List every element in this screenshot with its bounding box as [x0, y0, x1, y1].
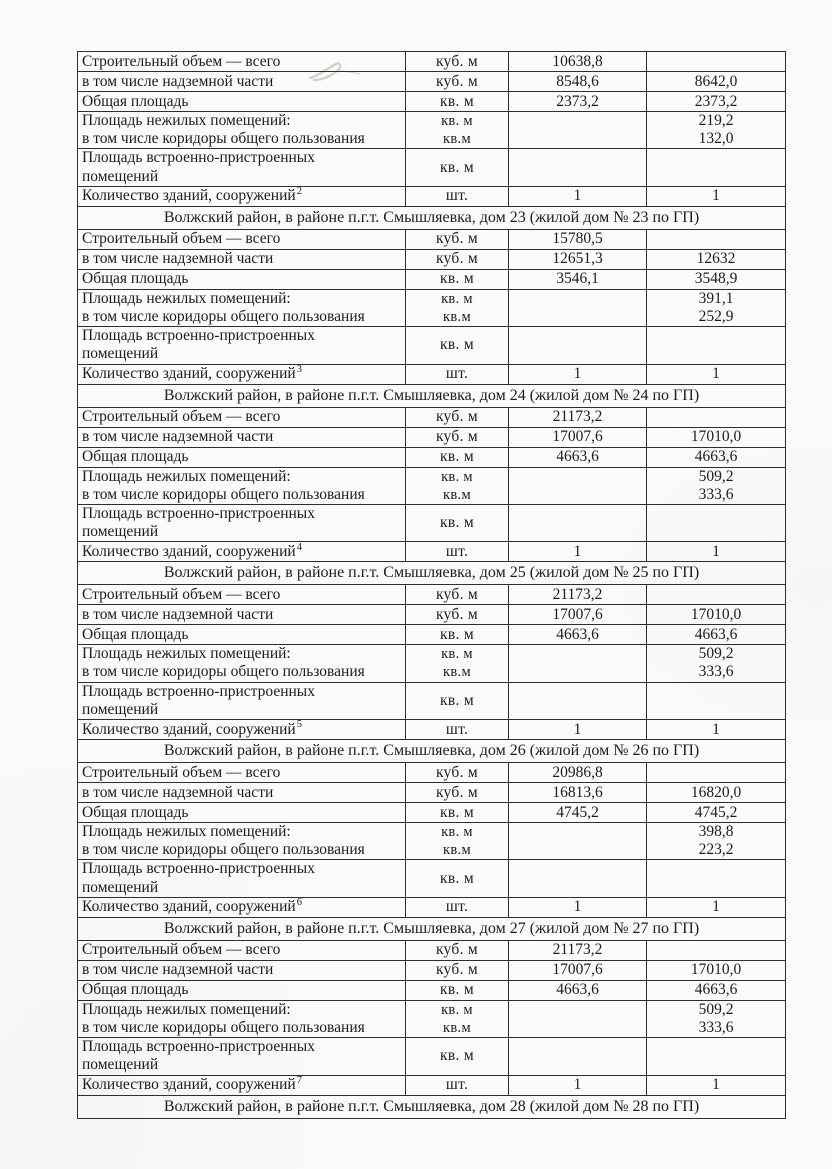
unit-cell: куб. м — [406, 960, 509, 980]
value-cell: 21173,2 — [509, 585, 647, 605]
row-label-line: Площадь встроенно-пристроенных — [82, 860, 315, 878]
value-line — [513, 130, 642, 148]
table-row-non-residential — [78, 1000, 786, 1037]
row-label-text: Количество зданий, сооружений — [82, 1076, 296, 1093]
value-line: 333,6 — [698, 663, 734, 681]
value-cell: 4663,6 — [509, 447, 647, 467]
table-row-buildings-count — [78, 720, 786, 740]
row-label-line: помещений — [82, 1056, 159, 1074]
unit-line: кв.м — [443, 664, 471, 681]
value-line — [513, 823, 642, 841]
unit-cell: шт. — [406, 186, 509, 206]
unit-cell: куб. м — [406, 940, 509, 960]
value-cell: 17010,0 — [647, 427, 786, 447]
value-line — [513, 486, 642, 504]
value-cell — [647, 645, 786, 682]
row-label — [78, 682, 406, 719]
unit-line: кв. м — [441, 646, 473, 663]
unit-cell — [406, 1000, 509, 1037]
value-cell — [647, 407, 786, 427]
value-cell: 1 — [509, 364, 647, 384]
row-label: Общая площадь — [78, 269, 406, 289]
value-cell: 17007,6 — [509, 605, 647, 625]
unit-cell — [406, 645, 509, 682]
table-row-total-area — [78, 625, 786, 645]
row-label — [78, 897, 406, 917]
value-cell — [647, 682, 786, 719]
row-label — [78, 186, 406, 206]
unit-line: кв.м — [443, 131, 471, 148]
row-label: Строительный объем — всего — [78, 763, 406, 783]
value-line — [513, 1019, 642, 1037]
building-block — [78, 384, 786, 562]
value-cell: 21173,2 — [509, 940, 647, 960]
value-cell: 4663,6 — [509, 625, 647, 645]
value-line: 223,2 — [698, 841, 734, 859]
value-cell: 4663,6 — [647, 447, 786, 467]
value-cell — [647, 1000, 786, 1037]
row-label: в том числе надземной части — [78, 960, 406, 980]
row-label: Общая площадь — [78, 625, 406, 645]
table-row-volume-above-ground — [78, 427, 786, 447]
unit-cell: кв. м — [406, 327, 509, 364]
row-label — [78, 327, 406, 364]
value-cell — [647, 823, 786, 860]
table-row-total-area — [78, 92, 786, 112]
row-label — [78, 467, 406, 504]
table-row-volume-above-ground — [78, 249, 786, 269]
value-cell: 1 — [647, 186, 786, 206]
value-cell: 1 — [647, 720, 786, 740]
row-label-line: в том числе коридоры общего пользования — [82, 130, 365, 148]
value-cell — [509, 1038, 647, 1075]
value-line — [513, 1001, 642, 1019]
section-header: Волжский район, в районе п.г.т. Смышляевка, дом 26 (жилой дом № 26 по ГП) — [78, 740, 786, 763]
value-cell: 4663,6 — [647, 980, 786, 1000]
value-line — [513, 112, 642, 130]
value-cell: 20986,8 — [509, 763, 647, 783]
section-header-row — [78, 740, 786, 763]
row-label-line: помещений — [82, 167, 159, 185]
row-label: Строительный объем — всего — [78, 407, 406, 427]
unit-line: кв.м — [443, 486, 471, 503]
table-row-volume-total — [78, 407, 786, 427]
row-label-line: Площадь нежилых помещений: — [82, 112, 291, 129]
value-cell — [647, 504, 786, 541]
row-label-line: Площадь встроенно-пристроенных — [82, 682, 315, 700]
table-row-buildings-count — [78, 186, 786, 206]
unit-cell — [406, 289, 509, 326]
table-row-volume-above-ground — [78, 960, 786, 980]
value-cell: 17007,6 — [509, 960, 647, 980]
row-label: Строительный объем — всего — [78, 940, 406, 960]
value-cell: 8642,0 — [647, 72, 786, 92]
unit-cell: кв. м — [406, 149, 509, 186]
table-row-built-in-attached — [78, 1038, 786, 1075]
row-label — [78, 542, 406, 562]
unit-cell: куб. м — [406, 427, 509, 447]
value-line: 252,9 — [698, 307, 734, 325]
row-label-line: помещений — [82, 345, 159, 363]
row-label-line: Площадь нежилых помещений: — [82, 289, 291, 307]
value-cell: 4745,2 — [509, 803, 647, 823]
table-row-built-in-attached — [78, 860, 786, 897]
section-header: Волжский район, в районе п.г.т. Смышляевка, дом 23 (жилой дом № 23 по ГП) — [78, 206, 786, 229]
value-line — [513, 290, 642, 308]
footnote-ref: 2 — [296, 186, 302, 198]
footnote-ref: 7 — [296, 1075, 302, 1086]
value-cell: 1 — [647, 897, 786, 917]
table-row-built-in-attached — [78, 149, 786, 186]
value-cell — [647, 112, 786, 149]
unit-line: кв. м — [441, 290, 473, 307]
value-cell: 16813,6 — [509, 783, 647, 803]
unit-cell: куб. м — [406, 52, 509, 72]
unit-cell: кв. м — [406, 803, 509, 823]
row-label-line: помещений — [82, 878, 159, 896]
row-label-line: Площадь нежилых помещений: — [82, 1000, 291, 1018]
unit-cell: кв. м — [406, 860, 509, 897]
value-cell: 8548,6 — [509, 72, 647, 92]
table-row-buildings-count — [78, 542, 786, 562]
value-cell: 10638,8 — [509, 52, 647, 72]
building-block — [78, 52, 786, 207]
row-label — [78, 1038, 406, 1075]
section-header: Волжский район, в районе п.г.т. Смышляевка, дом 28 (жилой дом № 28 по ГП) — [78, 1095, 786, 1118]
unit-cell: шт. — [406, 720, 509, 740]
table-row-non-residential — [78, 289, 786, 326]
row-label — [78, 720, 406, 740]
section-header: Волжский район, в районе п.г.т. Смышляевка, дом 24 (жилой дом № 24 по ГП) — [78, 384, 786, 407]
value-cell — [509, 645, 647, 682]
value-line — [513, 308, 642, 326]
unit-line: кв.м — [443, 842, 471, 859]
value-cell — [509, 289, 647, 326]
value-cell: 4663,6 — [509, 980, 647, 1000]
value-cell — [509, 112, 647, 149]
row-label-line: Площадь встроенно-пристроенных — [82, 1038, 315, 1056]
value-cell: 1 — [647, 542, 786, 562]
table-row-volume-total — [78, 763, 786, 783]
table-row-volume-total — [78, 52, 786, 72]
value-cell — [509, 823, 647, 860]
section-header: Волжский район, в районе п.г.т. Смышляевка, дом 25 (жилой дом № 25 по ГП) — [78, 562, 786, 585]
row-label — [78, 823, 406, 860]
row-label: Общая площадь — [78, 803, 406, 823]
value-cell — [509, 504, 647, 541]
unit-line: кв. м — [441, 113, 473, 129]
value-cell — [647, 585, 786, 605]
value-cell: 1 — [647, 1075, 786, 1095]
row-label-text: Количество зданий, сооружений — [82, 898, 296, 916]
value-line: 509,2 — [698, 1000, 734, 1018]
table-row-built-in-attached — [78, 327, 786, 364]
row-label-text: Количество зданий, сооружений — [82, 542, 296, 560]
value-cell — [509, 467, 647, 504]
value-line: 391,1 — [698, 289, 734, 307]
value-cell: 1 — [509, 897, 647, 917]
row-label-line: Площадь встроенно-пристроенных — [82, 327, 315, 345]
unit-cell — [406, 823, 509, 860]
row-label: Общая площадь — [78, 92, 406, 112]
value-line — [513, 841, 642, 859]
row-label: в том числе надземной части — [78, 783, 406, 803]
value-cell — [647, 327, 786, 364]
row-label — [78, 645, 406, 682]
unit-cell: куб. м — [406, 763, 509, 783]
table-row-volume-above-ground — [78, 605, 786, 625]
table-row-volume-total — [78, 585, 786, 605]
row-label-line: Площадь нежилых помещений: — [82, 645, 291, 663]
unit-cell: шт. — [406, 364, 509, 384]
value-cell: 21173,2 — [509, 407, 647, 427]
section-header: Волжский район, в районе п.г.т. Смышляевка, дом 27 (жилой дом № 27 по ГП) — [78, 917, 786, 940]
value-cell: 4663,6 — [647, 625, 786, 645]
unit-line: кв. м — [441, 824, 473, 840]
row-label — [78, 149, 406, 186]
table-row-total-area — [78, 980, 786, 1000]
value-cell: 12632 — [647, 249, 786, 269]
table-row-non-residential — [78, 112, 786, 149]
value-cell: 1 — [509, 186, 647, 206]
value-cell: 15780,5 — [509, 229, 647, 249]
row-label: Строительный объем — всего — [78, 52, 406, 72]
row-label-line: Площадь встроенно-пристроенных — [82, 149, 315, 167]
row-label: в том числе надземной части — [78, 249, 406, 269]
row-label-text: Количество зданий, сооружений — [82, 365, 296, 382]
row-label — [78, 860, 406, 897]
row-label-line: в том числе коридоры общего пользования — [82, 307, 365, 325]
footnote-ref: 6 — [296, 897, 302, 909]
section-header-row — [78, 206, 786, 229]
unit-cell: куб. м — [406, 783, 509, 803]
unit-cell: куб. м — [406, 585, 509, 605]
value-cell — [647, 229, 786, 249]
row-label-line: в том числе коридоры общего пользования — [82, 663, 365, 681]
row-label-line: Площадь нежилых помещений: — [82, 823, 291, 840]
row-label: Строительный объем — всего — [78, 585, 406, 605]
value-cell: 3548,9 — [647, 269, 786, 289]
unit-cell: кв. м — [406, 682, 509, 719]
value-cell: 1 — [509, 1075, 647, 1095]
footnote-ref: 4 — [296, 541, 302, 553]
unit-cell: шт. — [406, 542, 509, 562]
section-header-row — [78, 384, 786, 407]
row-label — [78, 1075, 406, 1095]
table-row-volume-total — [78, 229, 786, 249]
value-cell — [647, 860, 786, 897]
table-row-buildings-count — [78, 364, 786, 384]
unit-cell: кв. м — [406, 625, 509, 645]
row-label-line: Площадь встроенно-пристроенных — [82, 504, 315, 522]
footnote-ref: 5 — [296, 719, 302, 731]
value-cell: 3546,1 — [509, 269, 647, 289]
value-cell: 2373,2 — [509, 92, 647, 112]
table-row-built-in-attached — [78, 504, 786, 541]
unit-cell: кв. м — [406, 1038, 509, 1075]
row-label: в том числе надземной части — [78, 72, 406, 92]
table-row-total-area — [78, 447, 786, 467]
value-cell — [647, 467, 786, 504]
table-row-built-in-attached — [78, 682, 786, 719]
unit-cell: кв. м — [406, 92, 509, 112]
row-label — [78, 289, 406, 326]
unit-cell: куб. м — [406, 249, 509, 269]
unit-line: кв.м — [443, 308, 471, 325]
row-label: Общая площадь — [78, 980, 406, 1000]
row-label-line: в том числе коридоры общего пользования — [82, 1018, 365, 1036]
unit-line: кв.м — [443, 1019, 471, 1036]
value-cell: 12651,3 — [509, 249, 647, 269]
section-header-row — [78, 917, 786, 940]
building-block — [78, 740, 786, 918]
table-row-buildings-count — [78, 897, 786, 917]
unit-cell: куб. м — [406, 229, 509, 249]
value-line: 333,6 — [698, 1018, 734, 1036]
unit-cell: шт. — [406, 1075, 509, 1095]
unit-line: кв. м — [441, 468, 473, 485]
unit-line: кв. м — [441, 1001, 473, 1018]
table-row-volume-above-ground — [78, 72, 786, 92]
row-label-text: Количество зданий, сооружений — [82, 720, 296, 738]
building-block — [78, 562, 786, 740]
value-line: 333,6 — [698, 485, 734, 503]
row-label-line: Площадь нежилых помещений: — [82, 467, 291, 485]
value-cell: 16820,0 — [647, 783, 786, 803]
value-cell: 2373,2 — [647, 92, 786, 112]
value-cell: 17010,0 — [647, 960, 786, 980]
value-cell: 1 — [509, 720, 647, 740]
value-line — [513, 645, 642, 663]
section-header-row — [78, 562, 786, 585]
table-row-total-area — [78, 269, 786, 289]
building-block — [78, 206, 786, 384]
table-row-non-residential — [78, 823, 786, 860]
table-row-total-area — [78, 803, 786, 823]
value-cell: 4745,2 — [647, 803, 786, 823]
table-row-buildings-count — [78, 1075, 786, 1095]
value-cell — [647, 52, 786, 72]
row-label-line: помещений — [82, 523, 159, 541]
value-cell — [647, 940, 786, 960]
table-row-non-residential — [78, 645, 786, 682]
value-line: 398,8 — [698, 823, 734, 840]
value-cell: 1 — [647, 364, 786, 384]
value-line: 219,2 — [698, 112, 734, 129]
value-line: 132,0 — [698, 130, 734, 148]
value-cell — [509, 860, 647, 897]
value-cell — [509, 682, 647, 719]
unit-cell: кв. м — [406, 269, 509, 289]
unit-cell: куб. м — [406, 605, 509, 625]
building-block — [78, 917, 786, 1095]
table-row-non-residential — [78, 467, 786, 504]
value-cell — [647, 763, 786, 783]
row-label — [78, 1000, 406, 1037]
value-cell: 17007,6 — [509, 427, 647, 447]
row-label — [78, 364, 406, 384]
value-line — [513, 663, 642, 681]
table-row-volume-above-ground — [78, 783, 786, 803]
value-cell: 1 — [509, 542, 647, 562]
row-label — [78, 504, 406, 541]
value-cell — [509, 1000, 647, 1037]
row-label-text: Количество зданий, сооружений — [82, 187, 296, 205]
section-header-row — [78, 1095, 786, 1118]
unit-cell — [406, 112, 509, 149]
unit-cell: куб. м — [406, 407, 509, 427]
row-label: Общая площадь — [78, 447, 406, 467]
construction-volume-table — [77, 51, 786, 1119]
value-cell — [509, 149, 647, 186]
table-row-volume-total — [78, 940, 786, 960]
row-label: в том числе надземной части — [78, 427, 406, 447]
row-label-line: в том числе коридоры общего пользования — [82, 841, 365, 859]
unit-cell: кв. м — [406, 980, 509, 1000]
row-label: Строительный объем — всего — [78, 229, 406, 249]
footnote-ref: 3 — [296, 364, 302, 375]
unit-cell: шт. — [406, 897, 509, 917]
value-cell — [647, 149, 786, 186]
unit-cell — [406, 467, 509, 504]
value-line — [513, 468, 642, 486]
value-cell — [647, 1038, 786, 1075]
unit-cell: кв. м — [406, 504, 509, 541]
value-cell — [647, 289, 786, 326]
row-label-line: в том числе коридоры общего пользования — [82, 485, 365, 503]
value-cell: 17010,0 — [647, 605, 786, 625]
unit-cell: куб. м — [406, 72, 509, 92]
value-line: 509,2 — [698, 645, 734, 663]
building-block — [78, 1095, 786, 1118]
value-line: 509,2 — [698, 467, 734, 485]
value-cell — [509, 327, 647, 364]
row-label-line: помещений — [82, 700, 159, 718]
unit-cell: кв. м — [406, 447, 509, 467]
row-label — [78, 112, 406, 149]
row-label: в том числе надземной части — [78, 605, 406, 625]
